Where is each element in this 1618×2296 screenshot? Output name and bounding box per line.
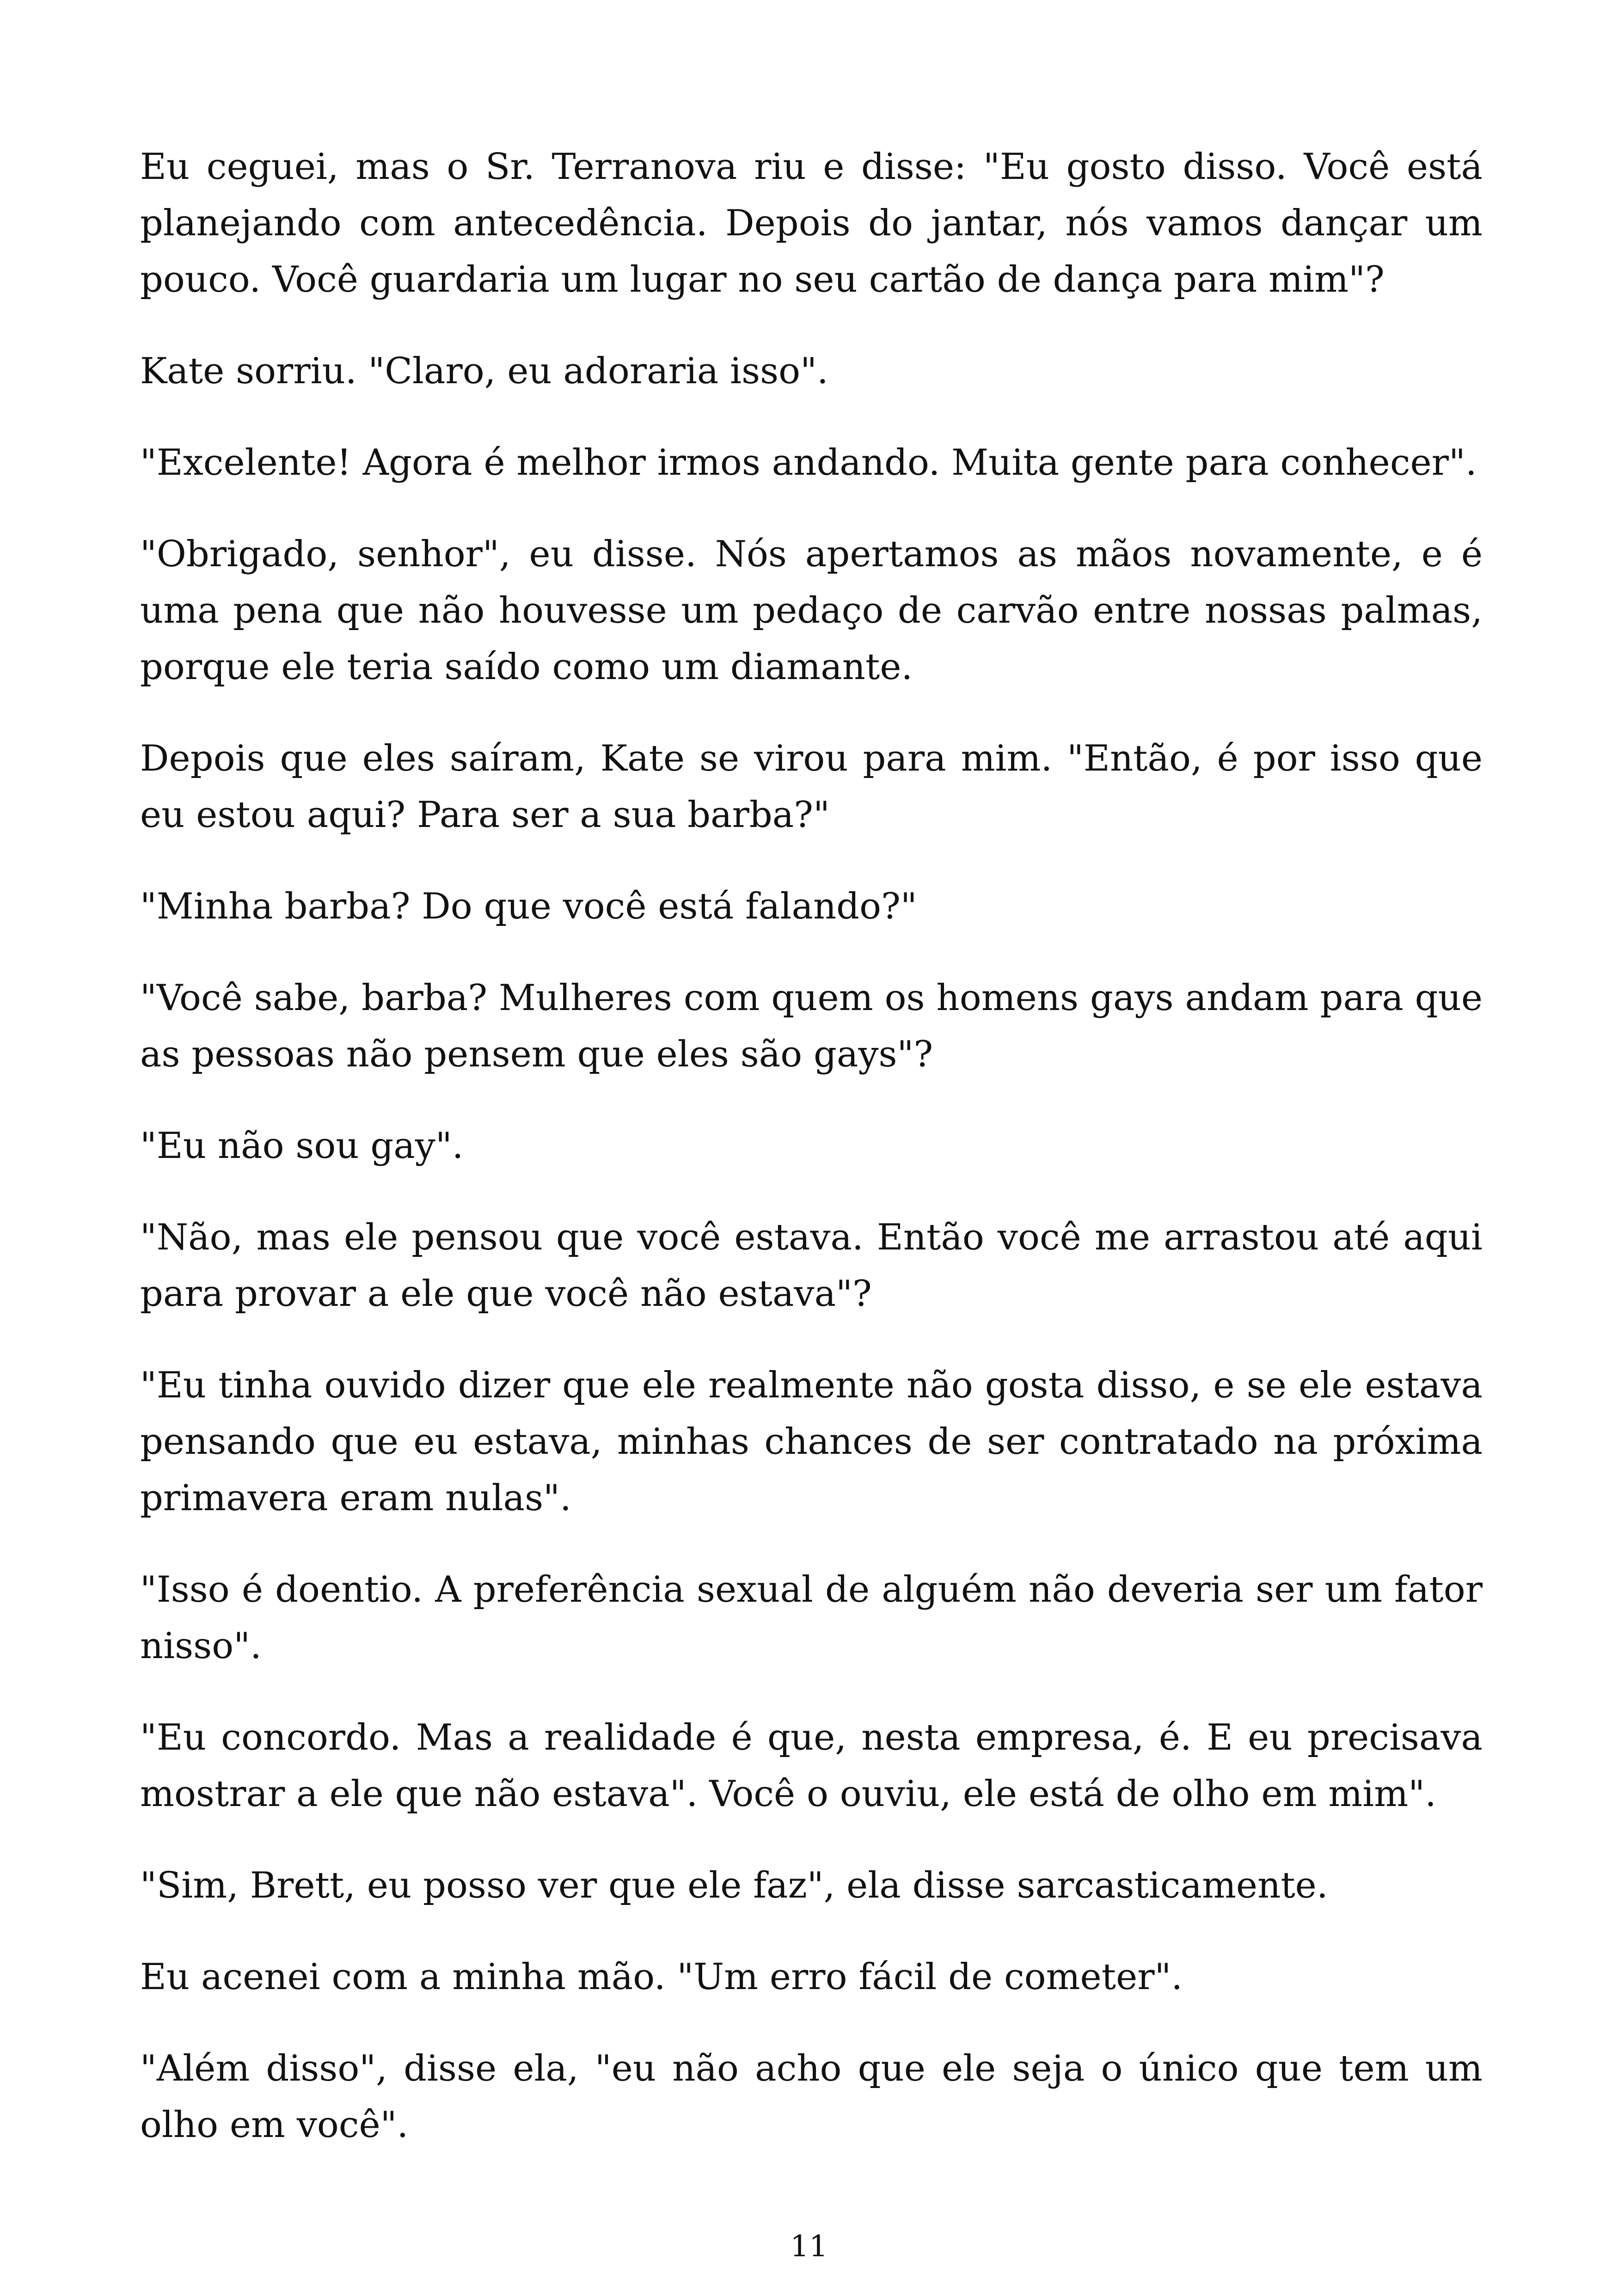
paragraph: "Eu tinha ouvido dizer que ele realmente não gosta disso, e se ele estava pensando que eu estava, minhas chances de ser contratado na próxima primavera eram nulas". [140,1365,1483,1519]
body-text [140,139,1483,2188]
paragraph: "Além disso", disse ela, "eu não acho que ele seja o único que tem um olho em você". [140,2048,1483,2146]
paragraph: "Obrigado, senhor", eu disse. Nós apertamos as mãos novamente, e é uma pena que não houvesse um pedaço de carvão entre nossas palmas, porque ele teria saído como um diamante. [140,533,1483,688]
paragraph: "Minha barba? Do que você está falando?" [140,886,917,927]
paragraph: "Isso é doentio. A preferência sexual de alguém não deveria ser um fator nisso". [140,1569,1483,1667]
paragraph: Eu ceguei, mas o Sr. Terranova riu e disse: "Eu gosto disso. Você está planejando com antecedência. Depois do jantar, nós vamos dançar um pouco. Você guardaria um lugar no seu cartão de dança para mim"? [140,146,1483,300]
page-number: 11 [790,2229,828,2264]
paragraph: Depois que eles saíram, Kate se virou para mim. "Então, é por isso que eu estou aqui? Para ser a sua barba?" [140,738,1483,836]
paragraph: "Eu concordo. Mas a realidade é que, nesta empresa, é. E eu precisava mostrar a ele que não estava". Você o ouviu, ele está de olho em mim". [140,1717,1483,1815]
paragraph: Kate sorriu. "Claro, eu adoraria isso". [140,350,828,392]
paragraph: "Você sabe, barba? Mulheres com quem os homens gays andam para que as pessoas não pensem que eles são gays"? [140,977,1483,1075]
paragraph: "Não, mas ele pensou que você estava. Então você me arrastou até aqui para provar a ele que você não estava"? [140,1217,1483,1315]
paragraph: "Excelente! Agora é melhor irmos andando. Muita gente para conhecer". [140,442,1477,484]
paragraph: "Sim, Brett, eu posso ver que ele faz", ela disse sarcasticamente. [140,1865,1328,1906]
paragraph: Eu acenei com a minha mão. "Um erro fácil de cometer". [140,1956,1183,1998]
paragraph: "Eu não sou gay". [140,1125,464,1167]
